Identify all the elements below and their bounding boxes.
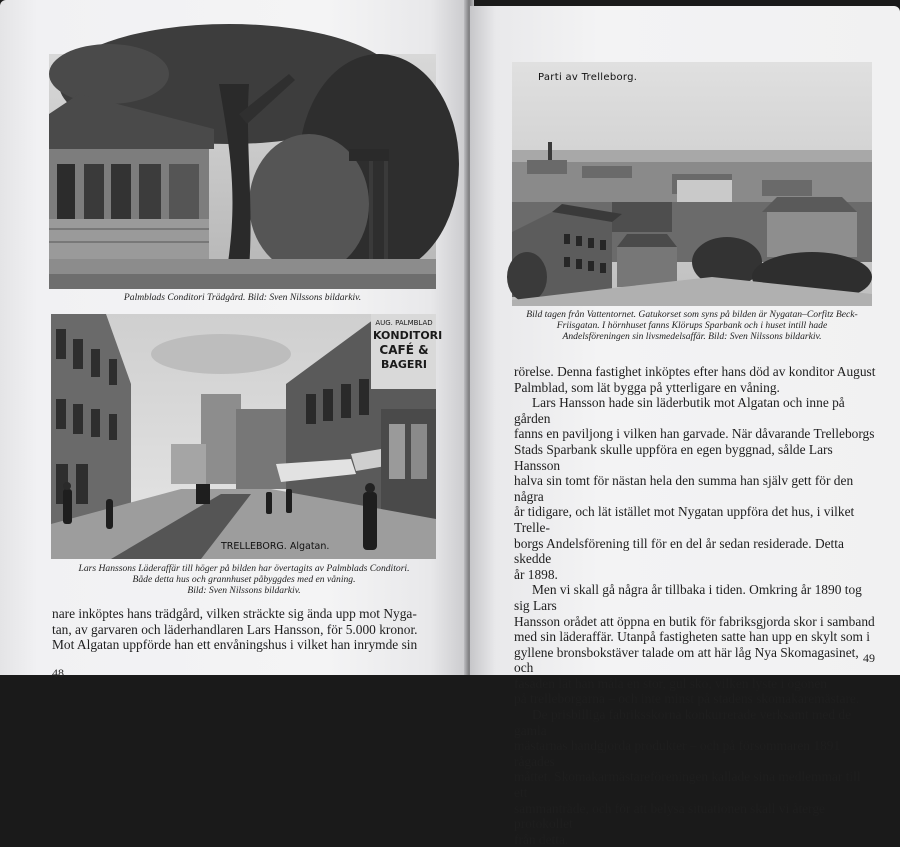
photo-garden-pavilion: [49, 54, 436, 289]
caption-line: Andelsföreningen sin livsmedelsaffär. Bild: Sven Nilssons bildarkiv.: [562, 331, 822, 343]
photo-garden-caption: Palmblads Conditori Trädgård. Bild: Sven Nilssons bildarkiv.: [123, 292, 362, 303]
text-line: tan, av garvaren och läderhandlaren Lars Hansson, för 5.000 kronor.: [52, 621, 418, 637]
text-line: Mot Algatan uppförde han ett envåningshus i vilket han inrymde sin: [52, 637, 418, 653]
text-line: Men vi skall gå några år tillbaka i tiden. Omkring år 1890 tog sig Lars: [514, 582, 862, 613]
text-line: nare inköptes hans trädgård, vilken sträckte sig ända upp mot Nyga-: [52, 606, 417, 621]
caption-line: Bild: Sven Nilssons bildarkiv.: [187, 585, 301, 597]
text-line: De prisbilliga fabriksskorna konkurrerade verksamt med de gamla: [514, 707, 852, 738]
caption-line: Lars Hanssons Läderaffär till höger på bilden har övertagits av Palmblads Conditori.: [78, 563, 410, 574]
page-number-right: 49: [863, 651, 875, 665]
text-line: rörelse. Denna fastighet inköptes efter hans död av konditor August: [514, 364, 876, 379]
shop-sign-palmblad: [373, 319, 443, 371]
paragraph-4: [514, 707, 876, 847]
sign-line-bageri: BAGERI: [380, 358, 427, 371]
text-line: Lars Hansson hade sin läderbutik mot Algatan och inne på gården: [514, 395, 845, 426]
text-line: på trelleborgarna – och inte minst på stadens skomakaremästare.: [514, 691, 860, 707]
page-number-left: 48: [52, 666, 64, 680]
left-body-text: [52, 606, 440, 653]
photo-street-label: TRELLEBORG. Algatan.: [221, 541, 330, 552]
left-page: [0, 0, 468, 680]
photo-street-caption: [44, 563, 444, 597]
text-line: med sin läderaffär. Utanpå fastigheten satte han upp en skylt som i: [514, 629, 870, 645]
sign-line-konditori: KONDITORI: [373, 329, 443, 342]
caption-line: Friisgatan. I hörnhuset fanns Klörups Sparbank och i huset intill hade: [556, 320, 828, 332]
photo-street-algatan: [51, 314, 443, 559]
text-line: borgs Andelsförening till för en del år sedan residerade. Detta skedde: [514, 535, 844, 567]
paragraph-2: [514, 395, 876, 582]
text-line: halva sin tomt för nästan hela den summa han själv gett för den några: [514, 473, 854, 504]
text-line: Hansson orådet att öppna en butik för fabriksgjorda skor i samband: [514, 613, 875, 629]
text-line: fanns en paviljong i vilken han garvade. När dåvarande Trelleborgs: [514, 426, 875, 442]
photo-town-label: Parti av Trelleborg.: [538, 72, 638, 83]
text-line: mästarnas handgjorda produkter – och på försommaren 1891 rågades: [514, 738, 841, 769]
paragraph-1: [514, 364, 876, 395]
right-body-text: [514, 364, 876, 847]
sign-line-owner: AUG. PALMBLAD: [375, 319, 433, 327]
text-line: år tidigare, och lät istället mot Nygatan uppföra det hus, i vilket Trelle-: [514, 504, 855, 535]
text-line: måttet. Skomakarmästareföreningen kallade sina medlemmar till ett: [514, 769, 861, 801]
caption-line: Bild tagen från Vattentornet. Gatukorset som syns på bilden är Nygatan–Corfitz Beck-: [526, 309, 858, 320]
text-line: fasaden lät han måla en stor, gul sko, vilken lyste i ögonen: [514, 675, 827, 691]
text-line: Palmblad, som lät bygga på ytterligare en våning.: [514, 379, 780, 395]
text-line: sammanträde, och för att belysa situationen skall vi återge protokollet: [514, 800, 825, 832]
text-line: gyllene bronsbokstäver talade om att här låg Nya Skomagasinet, och: [514, 644, 859, 676]
sign-line-cafe: CAFÉ &: [379, 343, 429, 357]
text-line: från detta.: [514, 831, 569, 847]
text-line: Stads Sparbank skulle uppföra en egen byggnad, sålde Lars Hansson: [514, 441, 833, 473]
photo-town-overview: [512, 62, 872, 306]
right-page: [470, 6, 900, 847]
paragraph-3: [514, 582, 876, 707]
caption-line: Både detta hus och grannhuset påbyggdes med en våning.: [132, 574, 356, 586]
text-line: år 1898.: [514, 566, 558, 582]
photo-town-caption: [500, 309, 884, 343]
